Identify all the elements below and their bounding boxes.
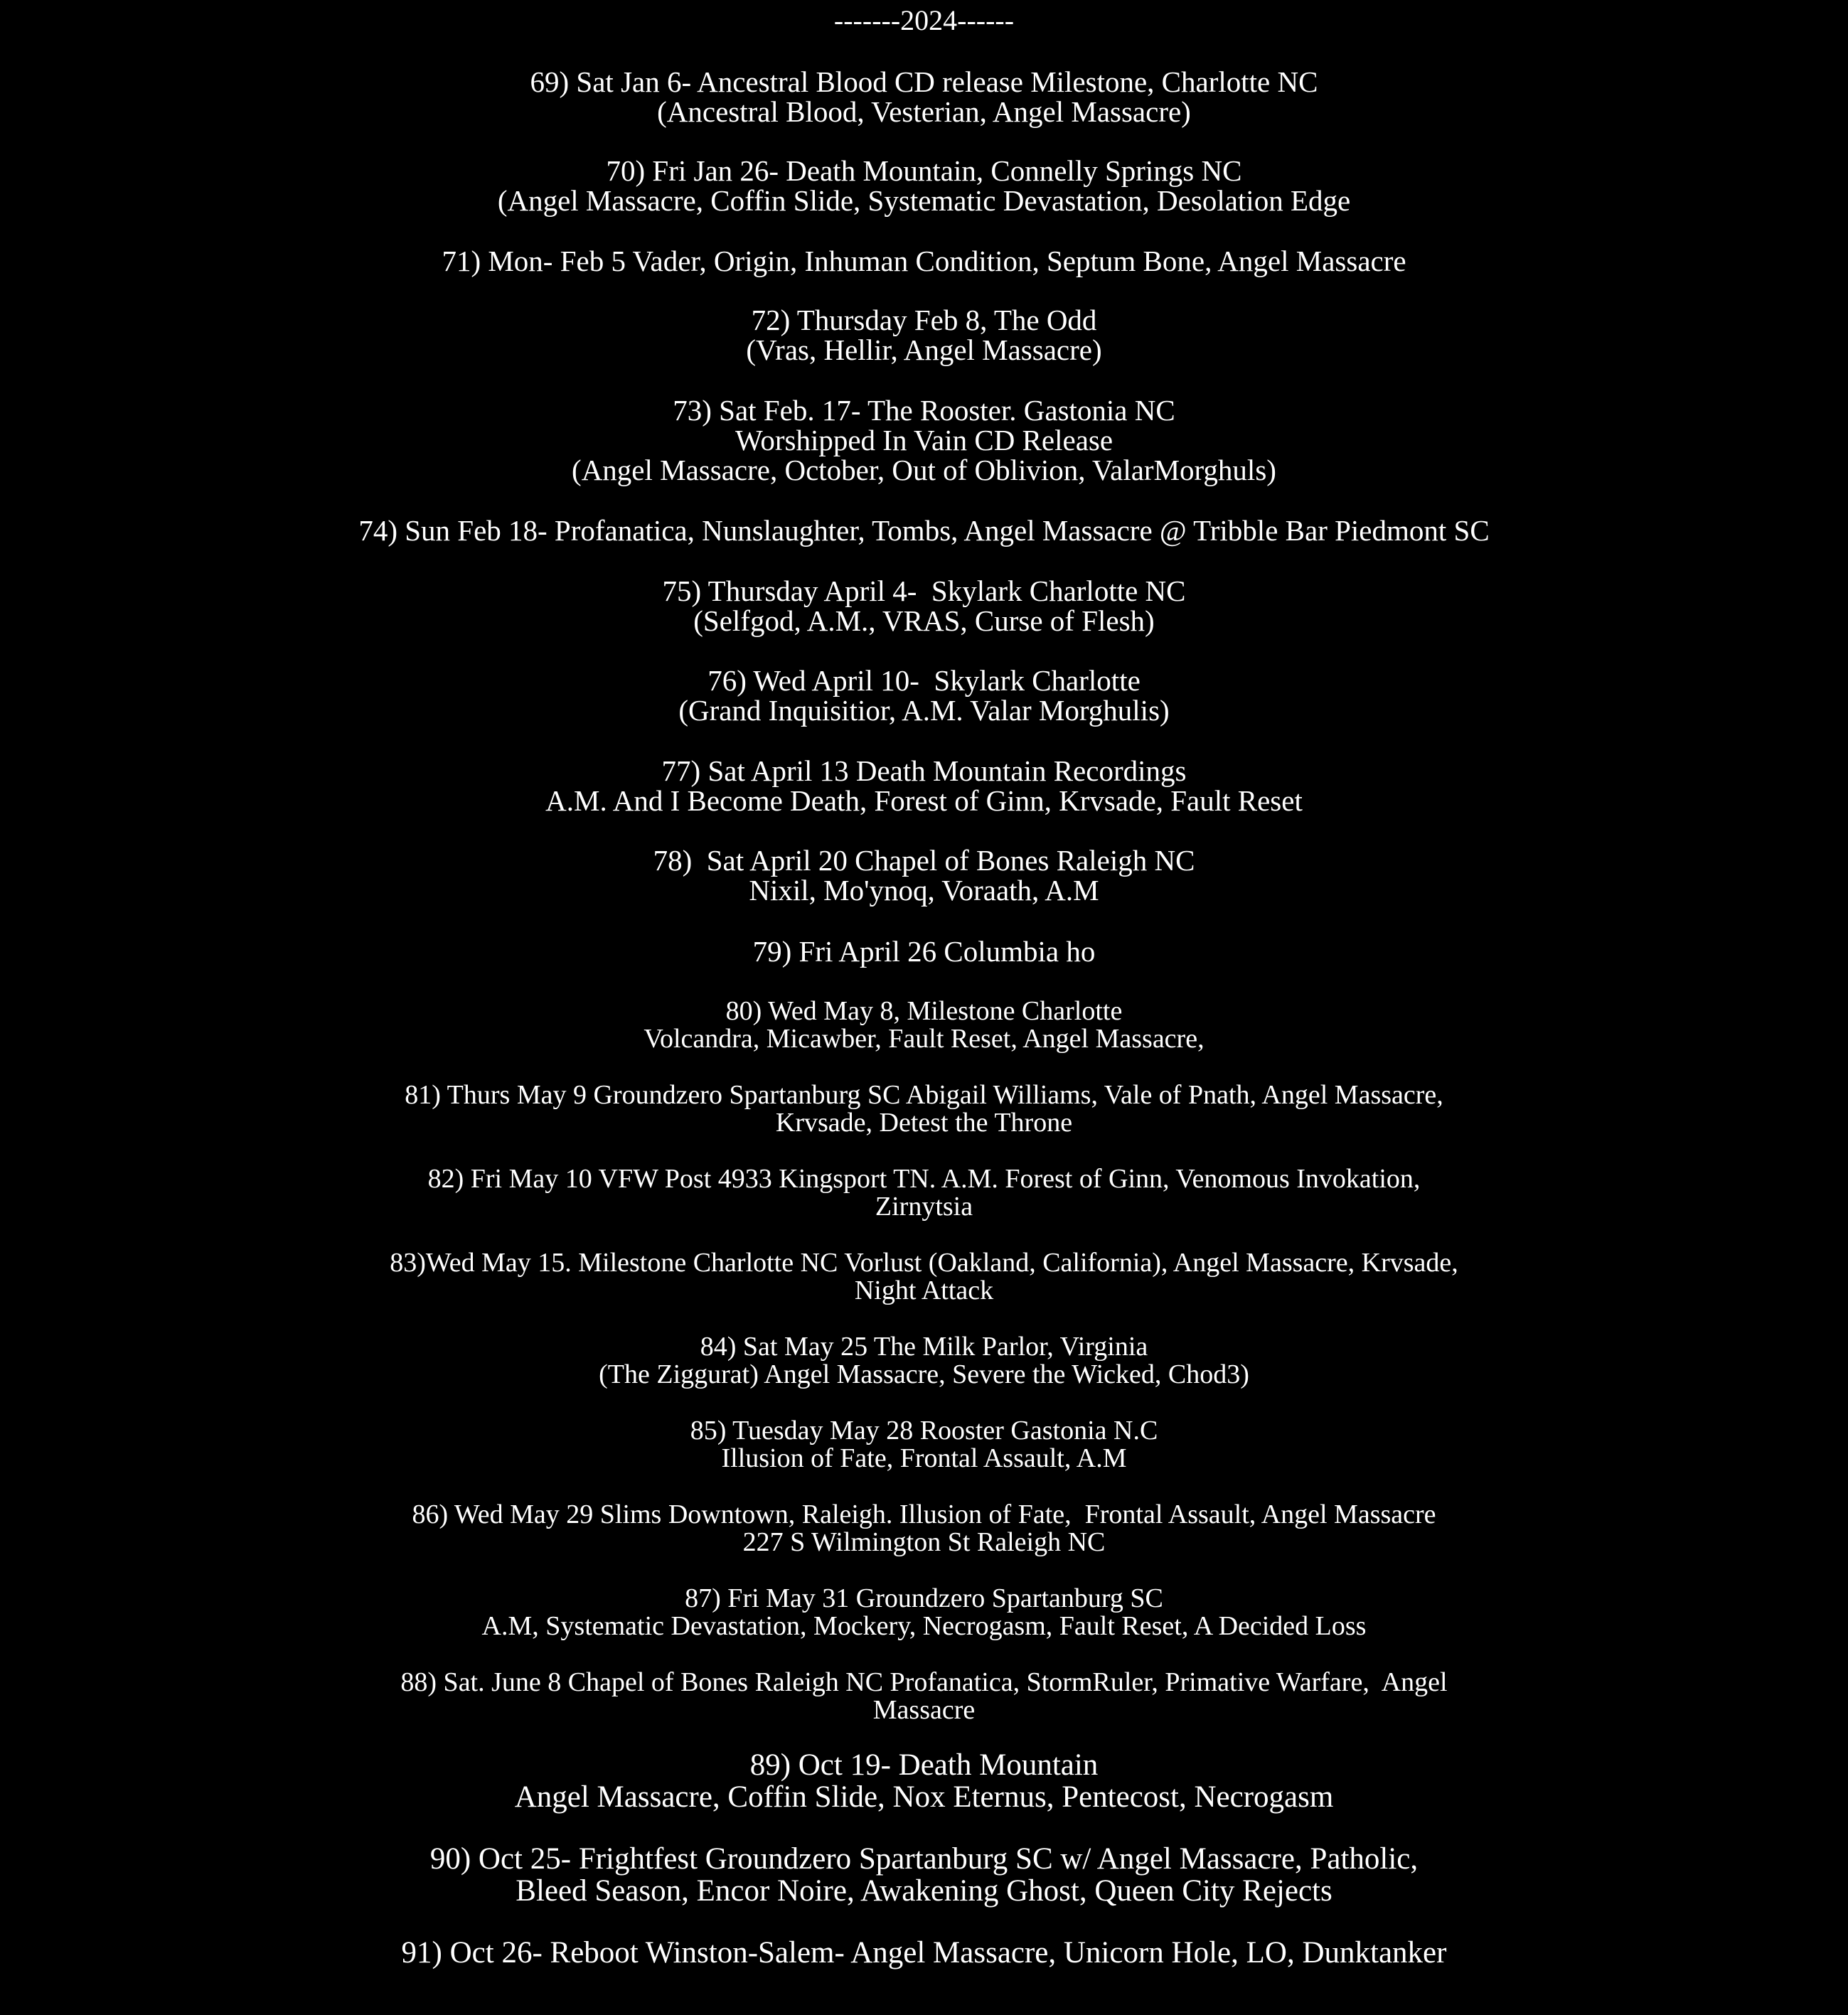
show-entry-line: 85) Tuesday May 28 Rooster Gastonia N.C <box>690 1416 1158 1445</box>
show-entry-line: 72) Thursday Feb 8, The Odd <box>751 304 1097 336</box>
show-entry-line: Nixil, Mo'ynoq, Voraath, A.M <box>749 874 1099 907</box>
show-entry <box>0 1669 1848 1724</box>
show-entry-line: Volcandra, Micawber, Fault Reset, Angel Massacre, <box>643 1024 1205 1054</box>
show-entry <box>0 998 1848 1053</box>
show-entry <box>0 1249 1848 1305</box>
show-entry-line: 74) Sun Feb 18- Profanatica, Nunslaughter, Tombs, Angel Massacre @ Tribble Bar Piedmont SC <box>358 514 1490 547</box>
show-entry-line: Night Attack <box>854 1276 994 1305</box>
show-entry <box>0 1501 1848 1556</box>
show-entry-line: Illusion of Fate, Frontal Assault, A.M <box>721 1443 1127 1473</box>
show-entry <box>0 936 1848 966</box>
show-entry-line: A.M. And I Become Death, Forest of Ginn, Krvsade, Fault Reset <box>545 784 1303 817</box>
show-entry <box>0 246 1848 276</box>
show-entry <box>0 756 1848 816</box>
show-entry <box>0 1937 1848 1969</box>
show-entry <box>0 395 1848 485</box>
show-entry-line: 71) Mon- Feb 5 Vader, Origin, Inhuman Condition, Septum Bone, Angel Massacre <box>442 245 1406 277</box>
show-entry-line: 82) Fri May 10 VFW Post 4933 Kingsport TN. A.M. Forest of Ginn, Venomous Invokation, <box>427 1164 1421 1194</box>
show-entry-line: 90) Oct 25- Frightfest Groundzero Spartanburg SC w/ Angel Massacre, Patholic, <box>429 1842 1419 1876</box>
show-entry <box>0 1749 1848 1813</box>
show-entry-line: Bleed Season, Encor Noire, Awakening Ghost, Queen City Rejects <box>516 1874 1332 1908</box>
show-entry-line: 81) Thurs May 9 Groundzero Spartanburg SC Abigail Williams, Vale of Pnath, Angel Massacre, <box>405 1080 1443 1110</box>
show-entry-line: 70) Fri Jan 26- Death Mountain, Connelly Springs NC <box>606 154 1242 187</box>
show-entry-line: 69) Sat Jan 6- Ancestral Blood CD release Milestone, Charlotte NC <box>530 65 1318 98</box>
show-entry <box>0 1165 1848 1221</box>
show-entry <box>0 305 1848 365</box>
show-entry-line: 88) Sat. June 8 Chapel of Bones Raleigh NC Profanatica, StormRuler, Primative Warfare, Angel <box>400 1667 1448 1697</box>
show-entry <box>0 1417 1848 1472</box>
show-entry-line: Massacre <box>872 1695 976 1725</box>
year-heading: -------2024------ <box>833 4 1015 36</box>
show-entry-line: (Grand Inquisitior, A.M. Valar Morghulis) <box>678 694 1170 727</box>
show-entry-line: 76) Wed April 10- Skylark Charlotte <box>707 664 1141 697</box>
show-entry-line: Zirnytsia <box>875 1192 973 1222</box>
show-entry <box>0 666 1848 725</box>
show-entry-line: (Angel Massacre, October, Out of Oblivion, ValarMorghuls) <box>572 454 1276 486</box>
show-entry-line: (Angel Massacre, Coffin Slide, Systematic Devastation, Desolation Edge <box>497 184 1351 217</box>
show-entry <box>0 1843 1848 1907</box>
show-entry <box>0 1585 1848 1640</box>
show-entry-line: Worshipped In Vain CD Release <box>735 424 1113 456</box>
show-entry-line: 83)Wed May 15. Milestone Charlotte NC Vorlust (Oakland, California), Angel Massacre, Krvsade, <box>390 1248 1458 1278</box>
show-entry-line: 79) Fri April 26 Columbia ho <box>752 935 1096 968</box>
show-entry <box>0 1333 1848 1389</box>
show-entry-line: 77) Sat April 13 Death Mountain Recordings <box>661 754 1187 787</box>
show-entry-line: 73) Sat Feb. 17- The Rooster. Gastonia NC <box>673 394 1175 427</box>
show-entry-line: Krvsade, Detest the Throne <box>775 1108 1073 1138</box>
show-entry-line: 87) Fri May 31 Groundzero Spartanburg SC <box>685 1583 1163 1613</box>
show-entry-line: 75) Thursday April 4- Skylark Charlotte NC <box>662 574 1186 607</box>
show-entry <box>0 576 1848 636</box>
show-entry-line: (Ancestral Blood, Vesterian, Angel Massacre) <box>657 95 1191 128</box>
show-entry-line: 91) Oct 26- Reboot Winston-Salem- Angel Massacre, Unicorn Hole, LO, Dunktanker <box>401 1936 1447 1969</box>
show-entry-line: 84) Sat May 25 The Milk Parlor, Virginia <box>700 1332 1148 1362</box>
show-entry-line: 78) Sat April 20 Chapel of Bones Raleigh NC <box>653 844 1195 877</box>
show-entry <box>0 515 1848 545</box>
show-entry-line: 227 S Wilmington St Raleigh NC <box>742 1527 1106 1557</box>
show-entry-line: (The Ziggurat) Angel Massacre, Severe the Wicked, Chod3) <box>599 1359 1249 1389</box>
show-entry <box>0 156 1848 215</box>
show-entry-line: (Vras, Hellir, Angel Massacre) <box>746 333 1102 366</box>
show-entry-line: 86) Wed May 29 Slims Downtown, Raleigh. Illusion of Fate, Frontal Assault, Angel Massacre <box>412 1500 1436 1529</box>
show-entry-line: (Selfgod, A.M., VRAS, Curse of Flesh) <box>693 604 1155 637</box>
show-entry-line: 80) Wed May 8, Milestone Charlotte <box>725 996 1123 1026</box>
show-entry <box>0 1081 1848 1137</box>
show-entry-line: Angel Massacre, Coffin Slide, Nox Eternus, Pentecost, Necrogasm <box>514 1780 1334 1814</box>
show-entry-line: A.M, Systematic Devastation, Mockery, Necrogasm, Fault Reset, A Decided Loss <box>481 1611 1367 1641</box>
show-entry <box>0 845 1848 905</box>
show-entry <box>0 67 1848 127</box>
show-entry-line: 89) Oct 19- Death Mountain <box>749 1748 1099 1782</box>
